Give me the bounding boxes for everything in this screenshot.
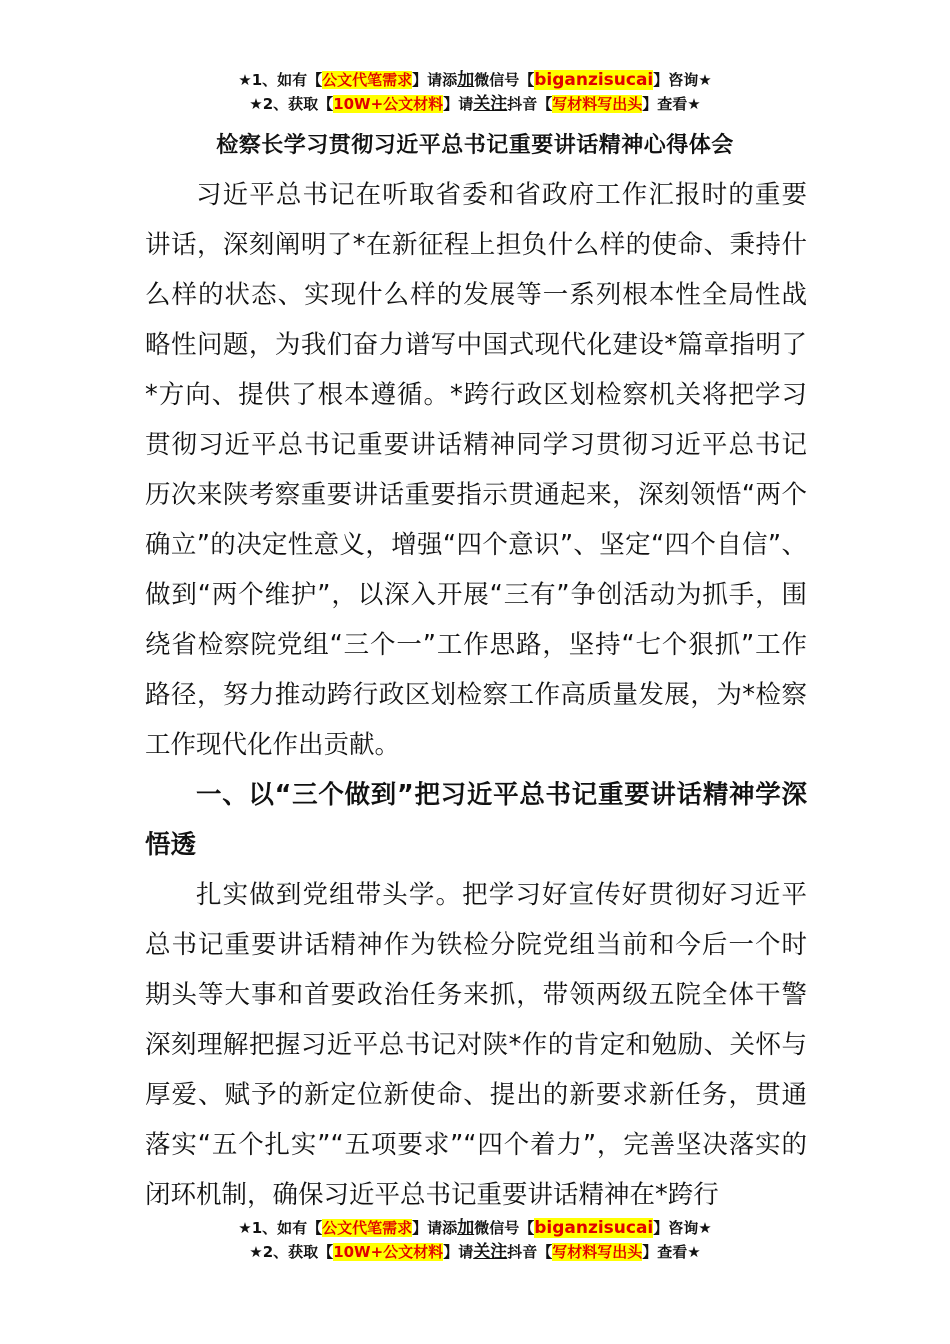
promo-line-2 [0,92,950,116]
promo-text: 】咨询★ [653,71,712,89]
promo-text: 】查看★ [642,95,701,113]
promo-wechat-id: biganzisucai [534,1218,654,1238]
promo-underlined: 关注 [473,94,508,114]
promo-text: 微信号【 [474,1219,535,1237]
promo-highlight: 公文代笔需求 [322,1219,413,1237]
promo-text: 】请 [443,1243,474,1261]
promo-text: ★2、获取【 [249,1243,334,1261]
promo-text: 抖音【 [507,95,553,113]
promo-douyin-id: 写材料写出头 [552,95,643,113]
promo-line-1 [0,68,950,92]
promo-line-1 [0,1216,950,1240]
section-heading-1: 一、以“三个做到”把习近平总书记重要讲话精神学深悟透 [145,780,807,860]
promo-text: ★2、获取【 [249,95,334,113]
promo-underlined: 加 [457,1218,475,1238]
promo-text: 】咨询★ [653,1219,712,1237]
promo-text: 】查看★ [642,1243,701,1261]
promo-text: 抖音【 [507,1243,553,1261]
header-promo-banner [0,68,950,116]
promo-wechat-id: biganzisucai [534,70,654,90]
footer-promo-banner [0,1216,950,1264]
intro-paragraph: 习近平总书记在听取省委和省政府工作汇报时的重要讲话，深刻阐明了*在新征程上担负什么样的使命、秉持什么样的状态、实现什么样的发展等一系列根本性全局性战略性问题，为我们奋力谱写中国式现代化建设*篇章指明了*方向、提供了根本遵循。*跨行政区划检察机关将把学习贯彻习近平总书记重要讲话精神同学习贯彻习近平总书记历次来陕考察重要讲话重要指示贯通起来，深刻领悟“两个确立”的决定性意义，增强“四个意识”、坚定“四个自信”、做到“两个维护”，以深入开展“三有”争创活动为抓手，围绕省检察院党组“三个一”工作思路，坚持“七个狠抓”工作路径，努力推动跨行政区划检察工作高质量发展，为*检察工作现代化作出贡献。 [145,180,807,760]
document-body [145,170,807,1220]
promo-line-2 [0,1240,950,1264]
promo-highlight: 公文代笔需求 [322,71,413,89]
promo-highlight: 10W+公文材料 [333,95,444,113]
promo-text: 】请添 [412,1219,458,1237]
promo-underlined: 加 [457,70,475,90]
promo-underlined: 关注 [473,1242,508,1262]
promo-douyin-id: 写材料写出头 [552,1243,643,1261]
promo-text: 】请 [443,95,474,113]
promo-text: 】请添 [412,71,458,89]
promo-text: ★1、如有【 [238,1219,323,1237]
section-paragraph: 扎实做到党组带头学。把学习好宣传好贯彻好习近平总书记重要讲话精神作为铁检分院党组当前和今后一个时期头等大事和首要政治任务来抓，带领两级五院全体干警深刻理解把握习近平总书记对陕*作的肯定和勉励、关怀与厚爱、赋予的新定位新使命、提出的新要求新任务，贯通落实“五个扎实”“五项要求”“四个着力”，完善坚决落实的闭环机制，确保习近平总书记重要讲话精神在*跨行 [145,880,807,1210]
document-title: 检察长学习贯彻习近平总书记重要讲话精神心得体会 [216,133,734,158]
promo-highlight: 10W+公文材料 [333,1243,444,1261]
promo-text: ★1、如有【 [238,71,323,89]
promo-text: 微信号【 [474,71,535,89]
